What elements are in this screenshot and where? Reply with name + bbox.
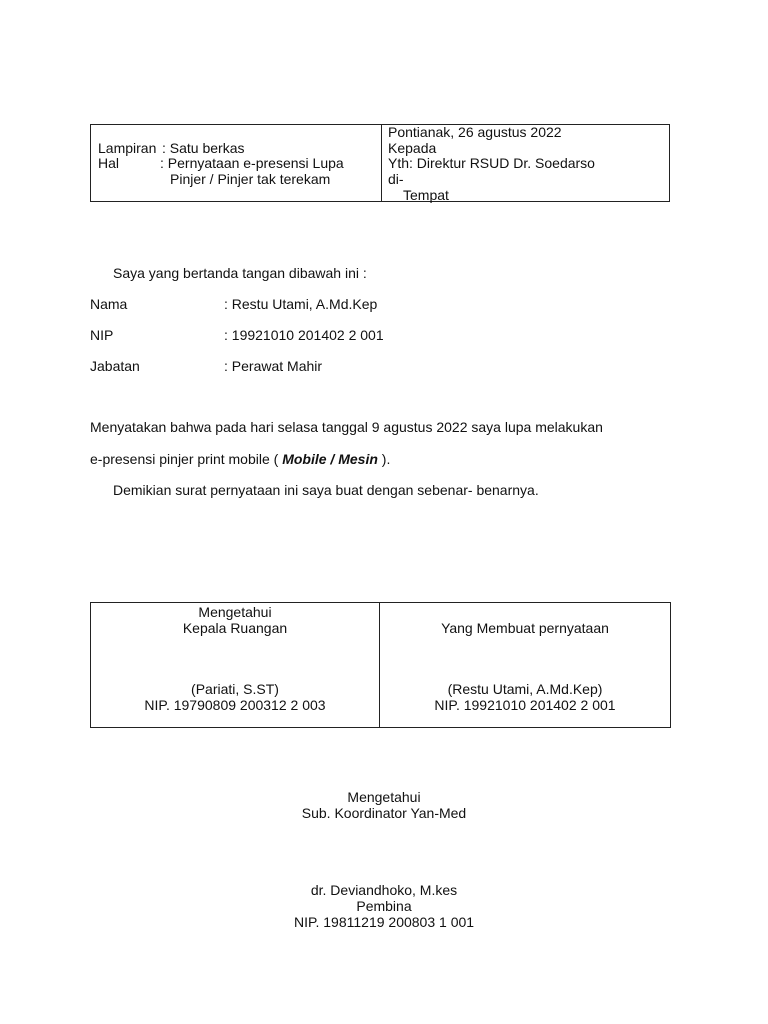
statement-line2-suffix: ). [377, 451, 391, 467]
approval-nip: NIP. 19811219 200803 1 001 [293, 914, 475, 930]
hal-value-line1: : Pernyataan e-presensi Lupa [160, 155, 344, 171]
lampiran-value: : Satu berkas [162, 140, 245, 156]
signature-left-column [91, 603, 379, 727]
place-date: Pontianak, 26 agustus 2022 [388, 124, 562, 140]
recipient-line: Yth: Direktur RSUD Dr. Soedarso [388, 155, 595, 171]
intro-text: Saya yang bertanda tangan dibawah ini : [113, 265, 367, 281]
kepada-label: Kepada [388, 140, 437, 156]
statement-line2-prefix: e-presensi pinjer print mobile ( [90, 451, 283, 467]
left-sign-name: (Pariati, S.ST) [191, 681, 279, 697]
approval-block [0, 789, 768, 939]
tempat-label: Tempat [403, 187, 449, 203]
field-nama-value: : Restu Utami, A.Md.Kep [224, 296, 378, 312]
field-jabatan-label: Jabatan [90, 358, 140, 374]
approval-title2: Sub. Koordinator Yan-Med [301, 805, 467, 821]
left-sign-nip: NIP. 19790809 200312 2 003 [144, 697, 326, 713]
signature-right-column [380, 603, 670, 727]
field-nip-label: NIP [90, 327, 114, 343]
approval-name: dr. Deviandhoko, M.kes [310, 882, 458, 898]
statement-line2 [90, 450, 390, 468]
left-sign-title2: Kepala Ruangan [182, 620, 288, 636]
hal-label: Hal [98, 155, 120, 171]
approval-rank: Pembina [356, 898, 412, 914]
statement-line2-emphasis: Mobile / Mesin [282, 451, 378, 467]
right-sign-name: (Restu Utami, A.Md.Kep) [447, 681, 603, 697]
statement-line1: Menyatakan bahwa pada hari selasa tanggal 9 agustus 2022 saya lupa melakukan [90, 419, 603, 435]
right-sign-title: Yang Membuat pernyataan [441, 620, 609, 636]
di-label: di- [388, 171, 404, 187]
field-nip-value: : 19921010 201402 2 001 [224, 327, 384, 343]
approval-title1: Mengetahui [347, 789, 421, 805]
signature-table [90, 602, 671, 728]
closing-text: Demikian surat pernyataan ini saya buat dengan sebenar- benarnya. [113, 482, 539, 498]
field-nama-label: Nama [90, 296, 128, 312]
header-column-divider [381, 125, 382, 201]
left-sign-title1: Mengetahui [198, 604, 272, 620]
letter-header-table [90, 124, 670, 202]
hal-value-line2: Pinjer / Pinjer tak terekam [170, 171, 331, 187]
right-sign-nip: NIP. 19921010 201402 2 001 [434, 697, 616, 713]
lampiran-label: Lampiran [98, 140, 157, 156]
field-jabatan-value: : Perawat Mahir [224, 358, 323, 374]
